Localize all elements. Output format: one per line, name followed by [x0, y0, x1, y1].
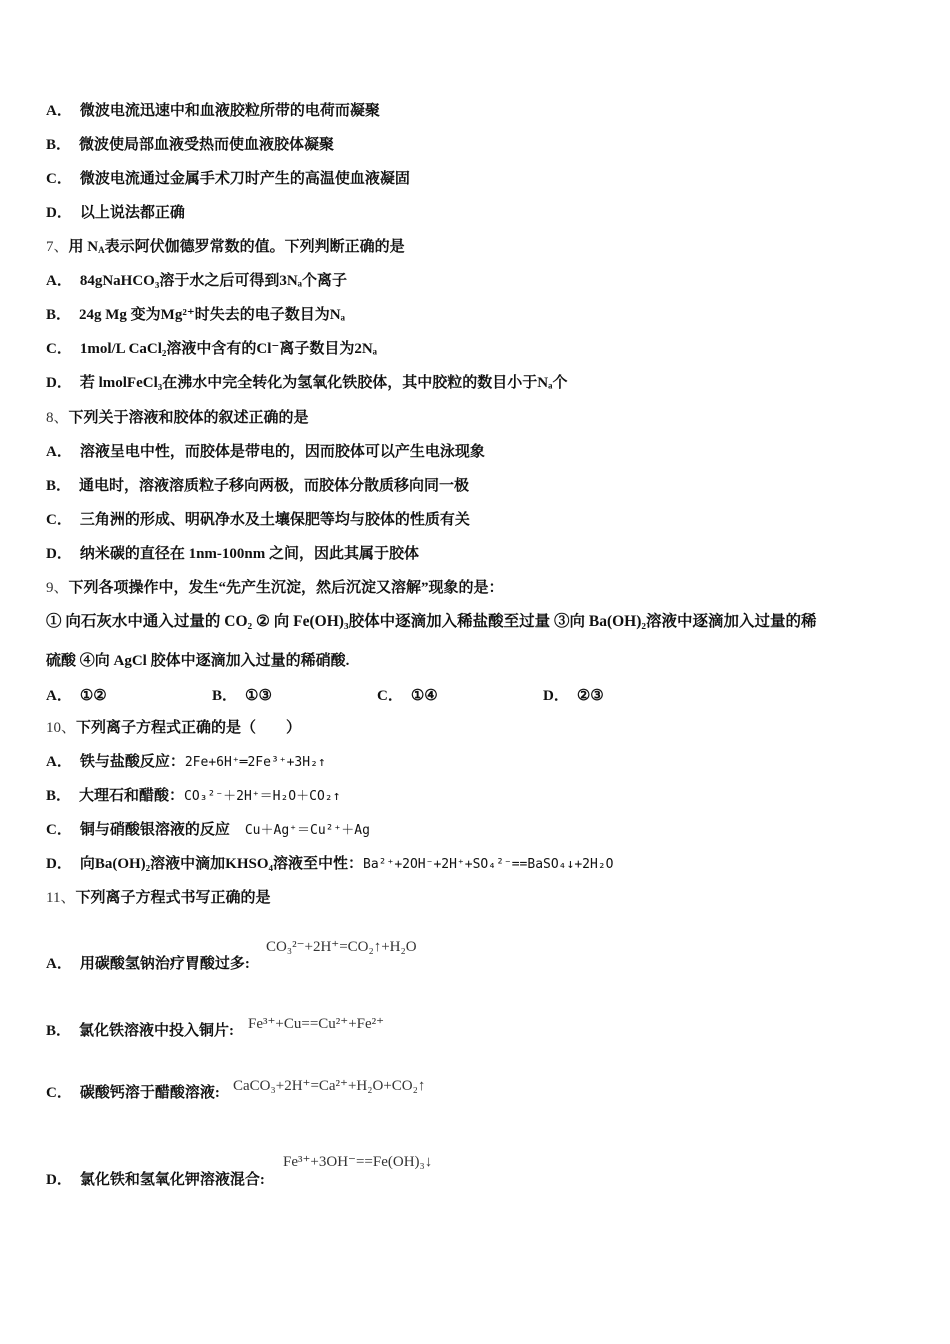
option-label: B． [46, 137, 72, 153]
option-label: D． [46, 1172, 72, 1188]
option-text: 以上说法都正确 [79, 205, 185, 221]
q6-option-a [46, 101, 380, 121]
stem-text: 表示阿伏伽德罗常数的值。下列判断正确的是 [104, 239, 405, 255]
q9-option-a [46, 684, 107, 705]
q7-option-d [46, 373, 567, 393]
stem-text: 下列离子方程式书写正确的是 [75, 890, 271, 906]
option-text: 向Ba(OH)₂溶液中滴加KHSO₄溶液至中性： [79, 856, 364, 872]
option-text: 微波使局部血液受热而使血液胶体凝聚 [79, 137, 335, 153]
equation: Ba²⁺+2OH⁻+2H⁺+SO₄²⁻==BaSO₄↓+2H₂O [363, 857, 614, 872]
q6-option-c [46, 169, 410, 189]
option-text: 溶液呈电中性，而胶体是带电的，因而胶体可以产生电泳现象 [79, 444, 485, 460]
question-number: 10、 [46, 720, 77, 736]
option-text: ①③ [245, 688, 272, 704]
option-label: D． [543, 688, 569, 704]
q11-option-b [46, 1021, 234, 1041]
option-label: A． [46, 688, 72, 704]
equation: CO₃²⁻＋2H⁺＝H₂O＋CO₂↑ [184, 789, 341, 804]
stem-text: 下列关于溶液和胶体的叙述正确的是 [68, 410, 309, 426]
q7-option-c [46, 339, 377, 359]
question-number: 7、 [46, 239, 69, 255]
option-text: 纳米碳的直径在 1nm-100nm 之间，因此其属于胶体 [79, 546, 420, 562]
option-label: D． [46, 375, 72, 391]
option-text: 微波电流迅速中和血液胶粒所带的电荷而凝聚 [79, 103, 380, 119]
option-text: 铁与盐酸反应： [79, 754, 185, 770]
q6-option-d [46, 203, 185, 223]
q9-option-b [212, 684, 272, 705]
q11-b-equation-image: Fe³⁺+Cu==Cu²⁺+Fe²⁺ [248, 1016, 385, 1032]
option-label: A． [46, 956, 72, 972]
option-text: 微波电流通过金属手术刀时产生的高温使血液凝固 [79, 171, 410, 187]
option-text: 若 lmolFeCl₃在沸水中完全转化为氢氧化铁胶体，其中胶粒的数目小于Nₐ个 [79, 375, 568, 391]
option-label: A． [46, 444, 72, 460]
question-number: 8、 [46, 410, 69, 426]
stem-symbol: N [87, 239, 99, 255]
q7-stem [46, 237, 405, 260]
q11-stem [46, 888, 270, 908]
option-text: 用碳酸氢钠治疗胃酸过多: [79, 956, 250, 972]
q8-option-b [46, 476, 469, 496]
q8-stem [46, 408, 309, 428]
q11-option-c [46, 1083, 220, 1103]
option-label: B． [46, 307, 72, 323]
q11-c-equation-image: CaCO₃+2H⁺=Ca²⁺+H₂O+CO₂↑ [233, 1078, 426, 1094]
q9-option-c [377, 684, 438, 705]
option-text: 三角洲的形成、明矾净水及土壤保肥等均与胶体的性质有关 [79, 512, 470, 528]
stem-text: 下列各项操作中，发生“先产生沉淀，然后沉淀又溶解”现象的是： [68, 580, 504, 596]
q9-items-line1: ① 向石灰水中通入过量的 CO₂ ② 向 Fe(OH)₃胶体中逐滴加入稀盐酸至过量 ③向 Ba(OH)₂溶液中逐滴加入过量的稀 [46, 613, 817, 630]
option-text: 大理石和醋酸： [79, 788, 185, 804]
q10-option-b [46, 786, 340, 807]
q10-option-c [46, 820, 370, 841]
q10-stem [46, 718, 301, 738]
option-text: 通电时，溶液溶质粒子移向两极，而胶体分散质移向同一极 [79, 478, 470, 494]
stem-text: 下列离子方程式正确的是（ ） [76, 720, 302, 736]
stem-text: 用 [68, 239, 88, 255]
q9-items-line2: 硫酸 ④向 AgCl 胶体中逐滴加入过量的稀硝酸. [46, 653, 350, 669]
q11-option-a [46, 954, 250, 974]
stem-subscript: A [98, 245, 105, 255]
option-text: 铜与硝酸银溶液的反应 [79, 822, 245, 838]
option-label: D． [46, 856, 72, 872]
option-text: 氯化铁溶液中投入铜片: [79, 1023, 235, 1039]
equation: Cu＋Ag⁺＝Cu²⁺＋Ag [244, 823, 370, 838]
option-label: D． [46, 205, 72, 221]
q8-option-a [46, 442, 485, 462]
option-label: A． [46, 754, 72, 770]
option-label: C． [46, 1085, 72, 1101]
q11-d-equation-image: Fe³⁺+3OH⁻==Fe(OH)₃↓ [283, 1154, 433, 1170]
option-text: ①④ [410, 688, 438, 704]
option-label: D． [46, 546, 72, 562]
option-label: B． [212, 688, 238, 704]
option-text: 氯化铁和氢氧化钾溶液混合: [79, 1172, 265, 1188]
option-label: C． [377, 688, 403, 704]
question-number: 9、 [46, 580, 69, 596]
q11-option-d [46, 1170, 265, 1190]
option-label: A． [46, 273, 72, 289]
option-label: C． [46, 822, 72, 838]
q6-option-b [46, 135, 334, 155]
option-label: B． [46, 478, 72, 494]
q8-option-d [46, 544, 419, 564]
q8-option-c [46, 510, 470, 530]
option-label: C． [46, 512, 72, 528]
q10-option-d [46, 854, 613, 875]
q10-option-a [46, 752, 326, 773]
question-number: 11、 [46, 890, 76, 906]
option-text: ②③ [576, 688, 604, 704]
q9-stem [46, 578, 504, 598]
equation: 2Fe+6H⁺═2Fe³⁺+3H₂↑ [184, 755, 326, 770]
option-text: ①② [79, 688, 107, 704]
option-label: C． [46, 171, 72, 187]
q9-option-d [543, 684, 604, 705]
q11-a-equation-image: CO₃²⁻+2H⁺=CO₂↑+H₂O [266, 939, 417, 955]
option-text: 24g Mg 变为Mg²⁺时失去的电子数目为Nₐ [79, 307, 345, 323]
q7-option-a [46, 271, 347, 291]
option-text: 84gNaHCO₃溶于水之后可得到3Nₐ个离子 [79, 273, 348, 289]
option-label: B． [46, 1023, 72, 1039]
option-label: B． [46, 788, 72, 804]
option-text: 1mol/L CaCl₂溶液中含有的Cl⁻离子数目为2Nₐ [79, 341, 378, 357]
option-label: C． [46, 341, 72, 357]
q7-option-b [46, 305, 345, 325]
option-label: A． [46, 103, 72, 119]
option-text: 碳酸钙溶于醋酸溶液: [79, 1085, 220, 1101]
